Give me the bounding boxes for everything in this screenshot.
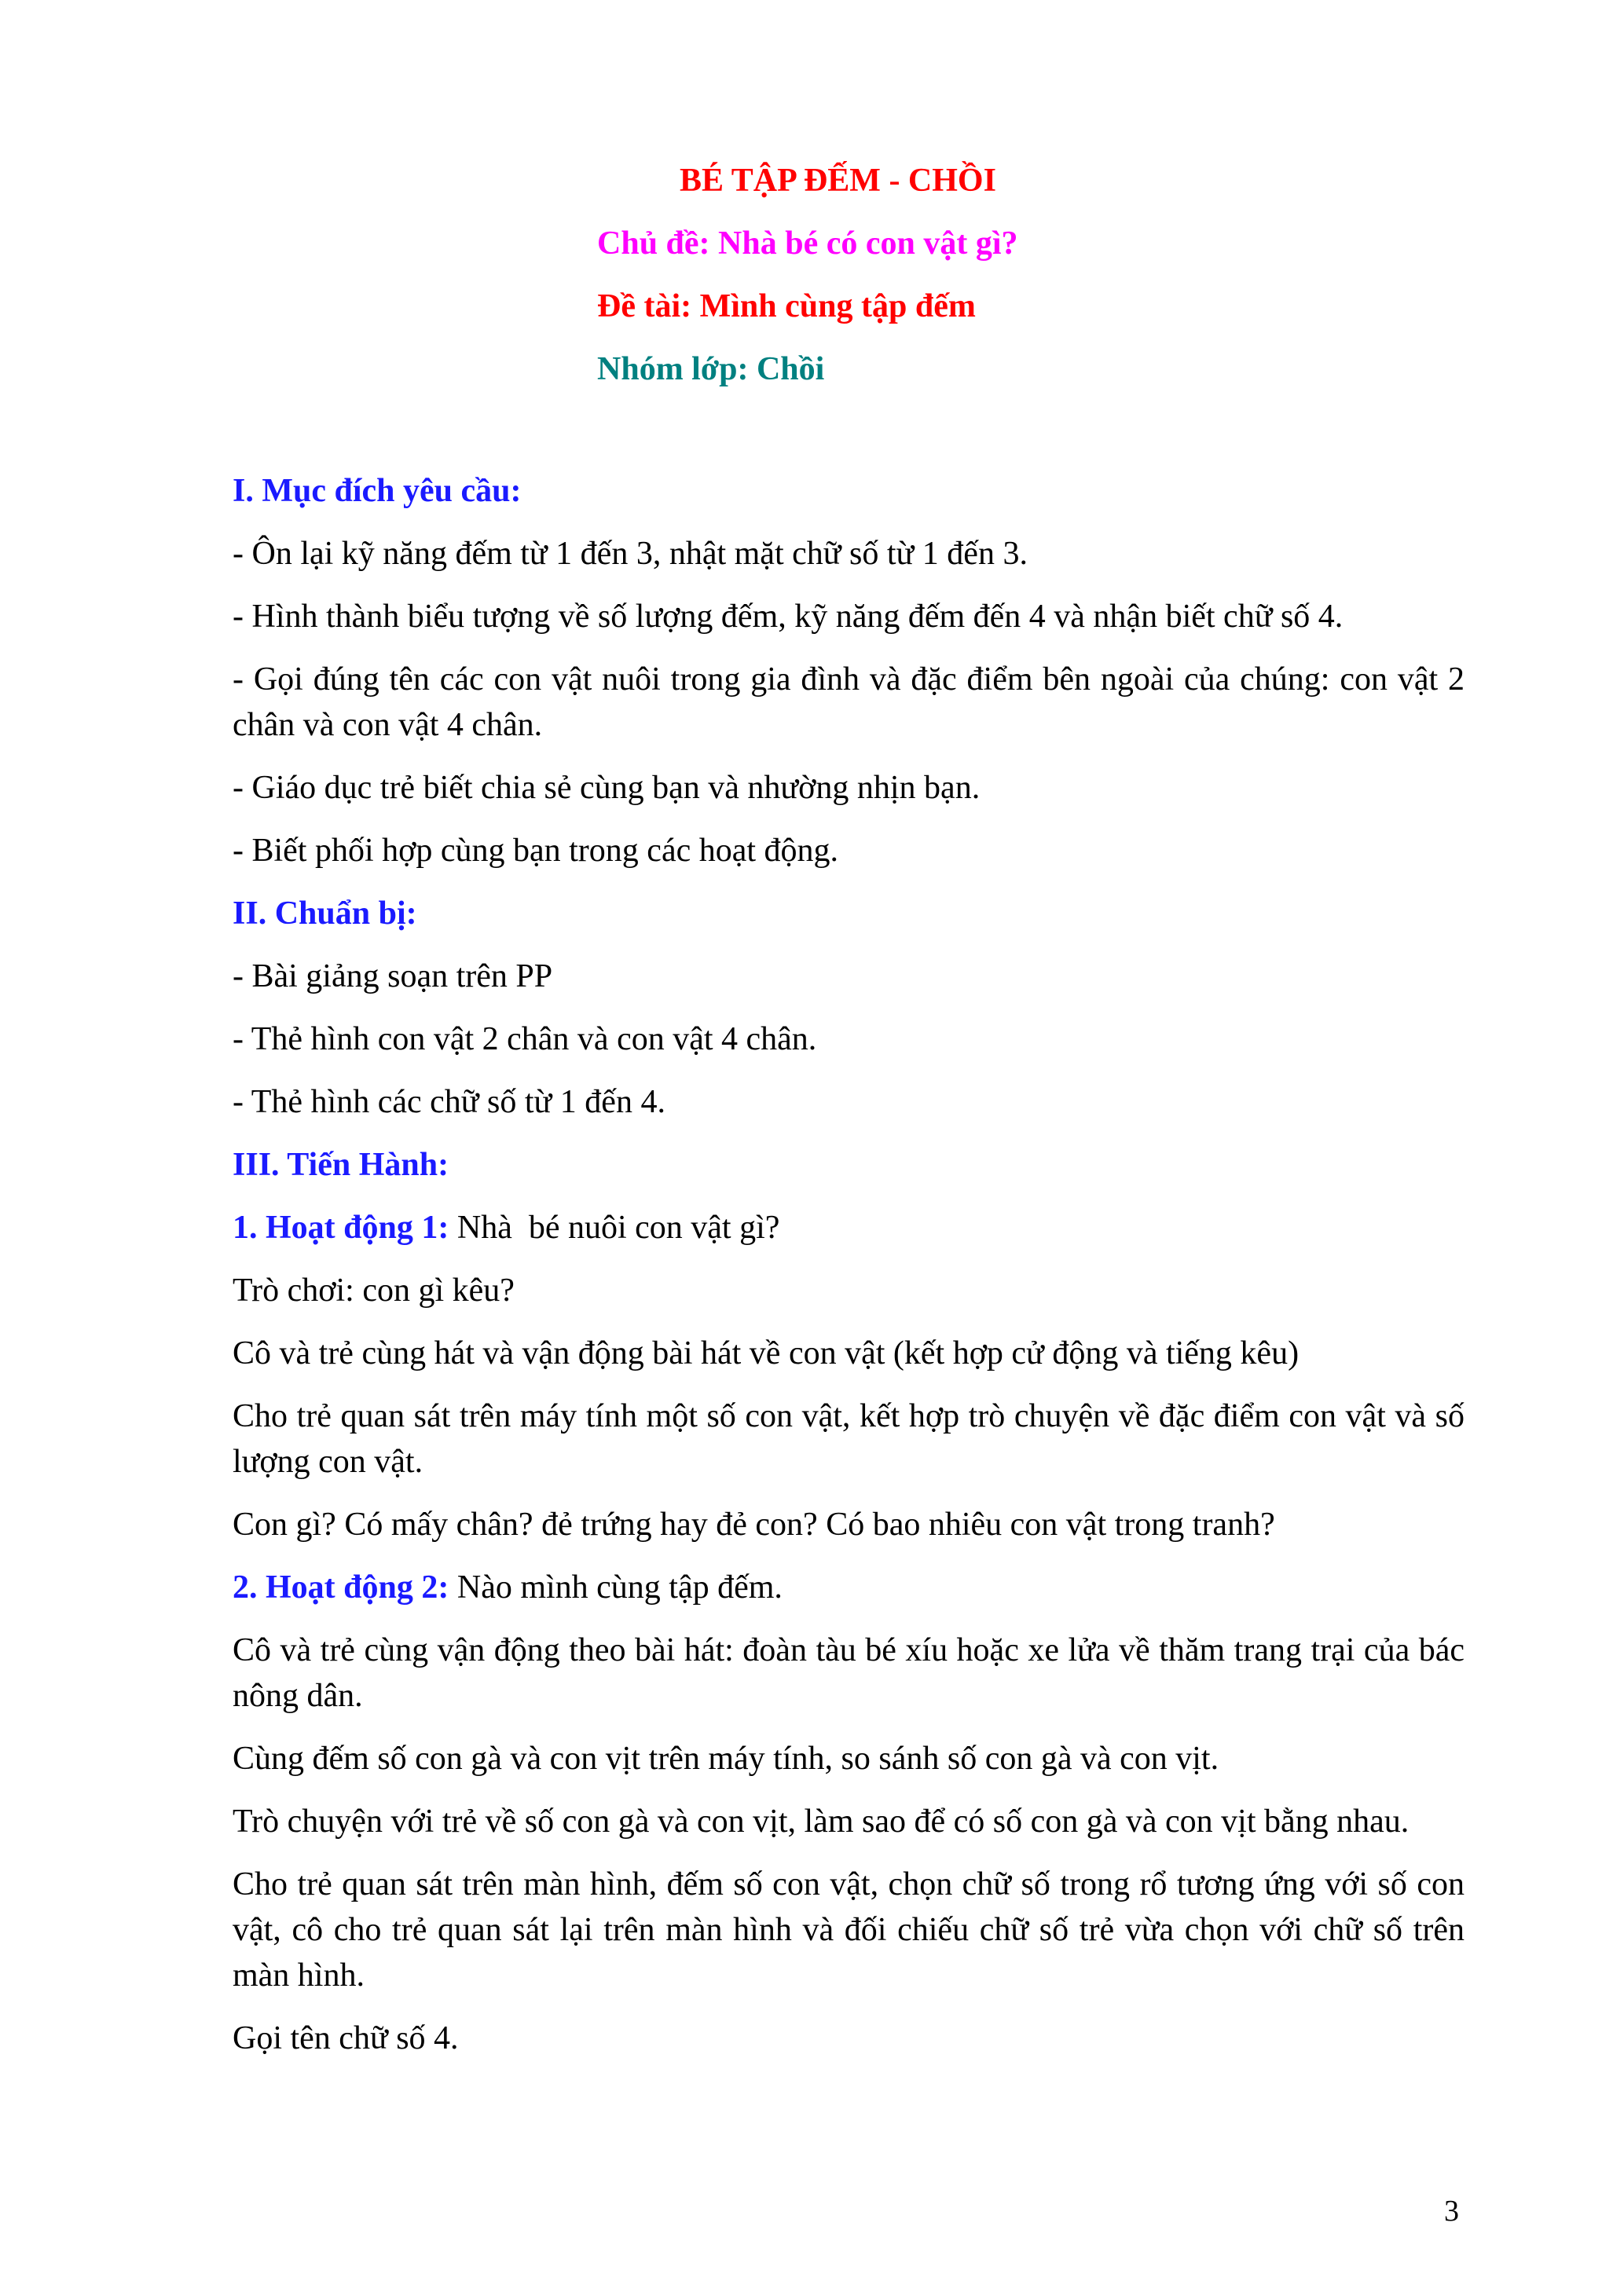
document-body: [233, 468, 1465, 2078]
subject-line: Đề tài: Mình cùng tập đếm: [597, 288, 976, 324]
activity-2-line: [233, 1565, 1465, 1610]
page-number: 3: [1444, 2195, 1459, 2228]
paragraph: Trò chơi: con gì kêu?: [233, 1273, 515, 1309]
group-line: Nhóm lớp: Chồi: [597, 351, 825, 387]
activity-1-line: [233, 1205, 1465, 1251]
paragraph: Cùng đếm số con gà và con vịt trên máy tính, so sánh số con gà và con vịt.: [233, 1741, 1219, 1777]
list-item: - Thẻ hình con vật 2 chân và con vật 4 chân.: [233, 1021, 817, 1057]
paragraph: Con gì? Có mấy chân? đẻ trứng hay đẻ con? Có bao nhiêu con vật trong tranh?: [233, 1507, 1275, 1543]
document-title: BÉ TẬP ĐẾM - CHỒI: [680, 163, 996, 199]
topic-line: Chủ đề: Nhà bé có con vật gì?: [597, 225, 1018, 262]
list-item: - Biết phối hợp cùng bạn trong các hoạt động.: [233, 833, 839, 869]
document-header: [597, 149, 1461, 401]
section-heading-purpose: I. Mục đích yêu cầu:: [233, 473, 522, 509]
activity-2-text: Nào mình cùng tập đếm.: [449, 1569, 783, 1606]
paragraph: Cô và trẻ cùng vận động theo bài hát: đoàn tàu bé xíu hoặc xe lửa về thăm trang trại của bác nông dân.: [233, 1632, 1465, 1714]
paragraph: Cho trẻ quan sát trên máy tính một số con vật, kết hợp trò chuyện về đặc điểm con vật và số lượng con vật.: [233, 1398, 1465, 1480]
list-item: - Gọi đúng tên các con vật nuôi trong gia đình và đặc điểm bên ngoài của chúng: con vật 2 chân và con vật 4 chân.: [233, 661, 1465, 743]
paragraph: Cô và trẻ cùng hát và vận động bài hát về con vật (kết hợp cử động và tiếng kêu): [233, 1335, 1300, 1371]
list-item: - Ôn lại kỹ năng đếm từ 1 đến 3, nhật mặt chữ số từ 1 đến 3.: [233, 536, 1028, 572]
list-item: - Giáo dục trẻ biết chia sẻ cùng bạn và nhường nhịn bạn.: [233, 770, 981, 806]
paragraph: Gọi tên chữ số 4.: [233, 2020, 459, 2056]
list-item: - Bài giảng soạn trên PP: [233, 958, 553, 994]
section-heading-procedure: III. Tiến Hành:: [233, 1147, 449, 1183]
activity-1-text: Nhà bé nuôi con vật gì?: [449, 1210, 780, 1246]
list-item: - Hình thành biểu tượng về số lượng đếm, kỹ năng đếm đến 4 và nhận biết chữ số 4.: [233, 599, 1344, 635]
paragraph: Trò chuyện với trẻ về số con gà và con vịt, làm sao để có số con gà và con vịt bằng nhau.: [233, 1803, 1410, 1840]
activity-1-label: 1. Hoạt động 1:: [233, 1210, 449, 1246]
activity-2-label: 2. Hoạt động 2:: [233, 1569, 449, 1606]
list-item: - Thẻ hình các chữ số từ 1 đến 4.: [233, 1084, 665, 1120]
section-heading-preparation: II. Chuẩn bị:: [233, 895, 417, 932]
paragraph: Cho trẻ quan sát trên màn hình, đếm số con vật, chọn chữ số trong rổ tương ứng với số con vật, cô cho trẻ quan sát lại trên màn hình và đối chiếu chữ số trẻ vừa chọn với chữ số trên màn hình.: [233, 1866, 1465, 1994]
